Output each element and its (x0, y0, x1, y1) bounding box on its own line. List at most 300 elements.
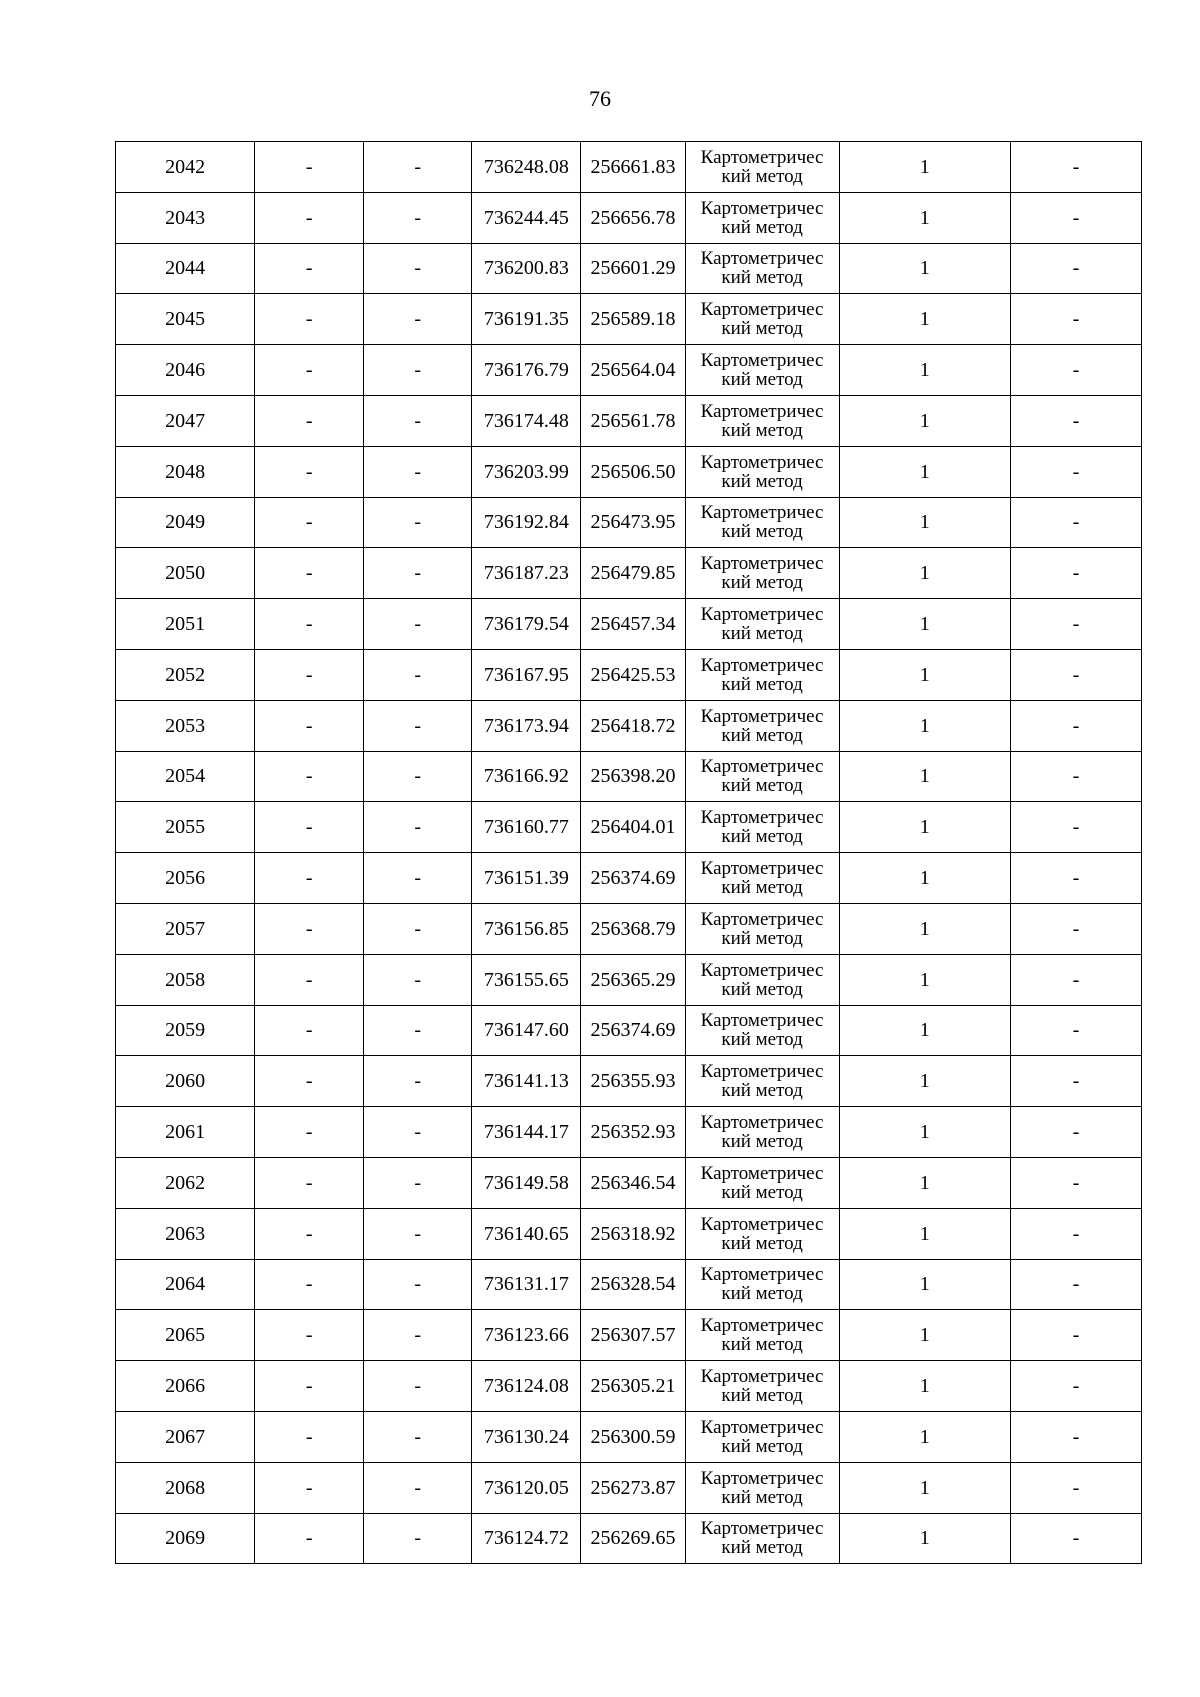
empty-value-cell: - (364, 1056, 472, 1107)
method-cell (685, 1056, 839, 1107)
note-cell: - (1010, 751, 1141, 802)
method-cell (685, 1107, 839, 1158)
table-row (116, 1361, 1142, 1412)
method-cell (685, 751, 839, 802)
method-line-2: кий метод (721, 1232, 803, 1254)
empty-value-cell: - (364, 345, 472, 396)
method-line-1: Картометричес (700, 553, 824, 575)
x-coordinate-cell: 736166.92 (472, 751, 581, 802)
accuracy-cell: 1 (839, 1056, 1010, 1107)
method-line-2: кий метод (721, 978, 803, 1000)
empty-value-cell: - (255, 548, 364, 599)
y-coordinate-cell: 256305.21 (581, 1361, 685, 1412)
empty-value-cell: - (364, 1513, 472, 1564)
x-coordinate-cell: 736167.95 (472, 649, 581, 700)
note-cell: - (1010, 446, 1141, 497)
table-row (116, 1310, 1142, 1361)
accuracy-cell: 1 (839, 1005, 1010, 1056)
empty-value-cell: - (255, 751, 364, 802)
y-coordinate-cell: 256269.65 (581, 1513, 685, 1564)
method-cell (685, 954, 839, 1005)
method-line-1: Картометричес (700, 299, 824, 321)
table-row (116, 395, 1142, 446)
method-line-2: кий метод (721, 419, 803, 441)
accuracy-cell: 1 (839, 751, 1010, 802)
note-cell: - (1010, 853, 1141, 904)
note-cell: - (1010, 1056, 1141, 1107)
table-row (116, 1005, 1142, 1056)
table-body (116, 142, 1142, 1564)
method-cell (685, 497, 839, 548)
empty-value-cell: - (364, 395, 472, 446)
method-line-2: кий метод (721, 521, 803, 543)
method-line-2: кий метод (721, 1435, 803, 1457)
empty-value-cell: - (364, 853, 472, 904)
accuracy-cell: 1 (839, 1157, 1010, 1208)
accuracy-cell: 1 (839, 1513, 1010, 1564)
y-coordinate-cell: 256457.34 (581, 599, 685, 650)
x-coordinate-cell: 736123.66 (472, 1310, 581, 1361)
method-line-1: Картометричес (700, 908, 824, 930)
empty-value-cell: - (255, 1310, 364, 1361)
accuracy-cell: 1 (839, 1310, 1010, 1361)
x-coordinate-cell: 736124.72 (472, 1513, 581, 1564)
y-coordinate-cell: 256561.78 (581, 395, 685, 446)
point-number-cell: 2042 (116, 142, 255, 193)
y-coordinate-cell: 256479.85 (581, 548, 685, 599)
table-row (116, 1107, 1142, 1158)
note-cell: - (1010, 903, 1141, 954)
point-number-cell: 2049 (116, 497, 255, 548)
note-cell: - (1010, 700, 1141, 751)
method-line-2: кий метод (721, 1537, 803, 1559)
method-line-1: Картометричес (700, 350, 824, 372)
x-coordinate-cell: 736155.65 (472, 954, 581, 1005)
accuracy-cell: 1 (839, 1462, 1010, 1513)
method-line-1: Картометричес (700, 1112, 824, 1134)
point-number-cell: 2054 (116, 751, 255, 802)
table-row (116, 497, 1142, 548)
empty-value-cell: - (255, 802, 364, 853)
method-line-1: Картометричес (700, 146, 824, 168)
y-coordinate-cell: 256368.79 (581, 903, 685, 954)
y-coordinate-cell: 256425.53 (581, 649, 685, 700)
method-line-1: Картометричес (700, 1467, 824, 1489)
point-number-cell: 2055 (116, 802, 255, 853)
x-coordinate-cell: 736149.58 (472, 1157, 581, 1208)
accuracy-cell: 1 (839, 142, 1010, 193)
note-cell: - (1010, 599, 1141, 650)
empty-value-cell: - (255, 1462, 364, 1513)
point-number-cell: 2047 (116, 395, 255, 446)
x-coordinate-cell: 736156.85 (472, 903, 581, 954)
empty-value-cell: - (364, 497, 472, 548)
method-line-2: кий метод (721, 470, 803, 492)
method-line-1: Картометричес (700, 1213, 824, 1235)
x-coordinate-cell: 736179.54 (472, 599, 581, 650)
method-line-1: Картометричес (700, 705, 824, 727)
method-cell (685, 192, 839, 243)
method-line-2: кий метод (721, 927, 803, 949)
y-coordinate-cell: 256273.87 (581, 1462, 685, 1513)
accuracy-cell: 1 (839, 1411, 1010, 1462)
empty-value-cell: - (364, 142, 472, 193)
method-cell (685, 853, 839, 904)
point-number-cell: 2062 (116, 1157, 255, 1208)
point-number-cell: 2043 (116, 192, 255, 243)
point-number-cell: 2064 (116, 1259, 255, 1310)
accuracy-cell: 1 (839, 599, 1010, 650)
accuracy-cell: 1 (839, 345, 1010, 396)
note-cell: - (1010, 1157, 1141, 1208)
method-line-1: Картометричес (700, 1264, 824, 1286)
point-number-cell: 2056 (116, 853, 255, 904)
y-coordinate-cell: 256506.50 (581, 446, 685, 497)
accuracy-cell: 1 (839, 548, 1010, 599)
table-row (116, 1208, 1142, 1259)
method-cell (685, 1310, 839, 1361)
method-cell (685, 1157, 839, 1208)
method-cell (685, 243, 839, 294)
page-number: 76 (589, 86, 611, 111)
method-line-2: кий метод (721, 572, 803, 594)
table-row (116, 1259, 1142, 1310)
table-row (116, 192, 1142, 243)
method-line-1: Картометричес (700, 1416, 824, 1438)
point-number-cell: 2058 (116, 954, 255, 1005)
x-coordinate-cell: 736141.13 (472, 1056, 581, 1107)
accuracy-cell: 1 (839, 497, 1010, 548)
table-row (116, 345, 1142, 396)
x-coordinate-cell: 736174.48 (472, 395, 581, 446)
method-cell (685, 1259, 839, 1310)
x-coordinate-cell: 736131.17 (472, 1259, 581, 1310)
table-row (116, 802, 1142, 853)
empty-value-cell: - (364, 751, 472, 802)
empty-value-cell: - (255, 1208, 364, 1259)
empty-value-cell: - (364, 1107, 472, 1158)
method-line-1: Картометричес (700, 807, 824, 829)
y-coordinate-cell: 256601.29 (581, 243, 685, 294)
method-cell (685, 599, 839, 650)
empty-value-cell: - (255, 1411, 364, 1462)
method-cell (685, 649, 839, 700)
method-cell (685, 903, 839, 954)
point-number-cell: 2046 (116, 345, 255, 396)
table-row (116, 751, 1142, 802)
x-coordinate-cell: 736144.17 (472, 1107, 581, 1158)
x-coordinate-cell: 736130.24 (472, 1411, 581, 1462)
empty-value-cell: - (255, 1259, 364, 1310)
method-cell (685, 395, 839, 446)
method-line-1: Картометричес (700, 858, 824, 880)
note-cell: - (1010, 1005, 1141, 1056)
x-coordinate-cell: 736176.79 (472, 345, 581, 396)
note-cell: - (1010, 1208, 1141, 1259)
y-coordinate-cell: 256656.78 (581, 192, 685, 243)
method-line-2: кий метод (721, 826, 803, 848)
y-coordinate-cell: 256473.95 (581, 497, 685, 548)
method-line-2: кий метод (721, 877, 803, 899)
y-coordinate-cell: 256564.04 (581, 345, 685, 396)
y-coordinate-cell: 256352.93 (581, 1107, 685, 1158)
method-cell (685, 1513, 839, 1564)
point-number-cell: 2069 (116, 1513, 255, 1564)
point-number-cell: 2066 (116, 1361, 255, 1412)
y-coordinate-cell: 256398.20 (581, 751, 685, 802)
accuracy-cell: 1 (839, 700, 1010, 751)
empty-value-cell: - (255, 1005, 364, 1056)
method-line-2: кий метод (721, 1080, 803, 1102)
empty-value-cell: - (364, 1361, 472, 1412)
y-coordinate-cell: 256589.18 (581, 294, 685, 345)
note-cell: - (1010, 1107, 1141, 1158)
note-cell: - (1010, 1259, 1141, 1310)
empty-value-cell: - (364, 243, 472, 294)
note-cell: - (1010, 1513, 1141, 1564)
method-line-2: кий метод (721, 1283, 803, 1305)
method-line-1: Картометричес (700, 248, 824, 270)
method-line-2: кий метод (721, 775, 803, 797)
empty-value-cell: - (364, 1157, 472, 1208)
empty-value-cell: - (364, 1005, 472, 1056)
accuracy-cell: 1 (839, 1361, 1010, 1412)
point-number-cell: 2061 (116, 1107, 255, 1158)
table-row (116, 1462, 1142, 1513)
point-number-cell: 2060 (116, 1056, 255, 1107)
method-line-1: Картометричес (700, 197, 824, 219)
empty-value-cell: - (364, 802, 472, 853)
point-number-cell: 2044 (116, 243, 255, 294)
table-row (116, 446, 1142, 497)
method-cell (685, 700, 839, 751)
table-row (116, 649, 1142, 700)
note-cell: - (1010, 1411, 1141, 1462)
empty-value-cell: - (364, 548, 472, 599)
method-line-2: кий метод (721, 1334, 803, 1356)
empty-value-cell: - (255, 599, 364, 650)
empty-value-cell: - (364, 700, 472, 751)
empty-value-cell: - (364, 294, 472, 345)
x-coordinate-cell: 736191.35 (472, 294, 581, 345)
table-row (116, 1411, 1142, 1462)
y-coordinate-cell: 256374.69 (581, 853, 685, 904)
method-line-2: кий метод (721, 623, 803, 645)
note-cell: - (1010, 243, 1141, 294)
note-cell: - (1010, 1361, 1141, 1412)
accuracy-cell: 1 (839, 1259, 1010, 1310)
empty-value-cell: - (255, 649, 364, 700)
method-line-2: кий метод (721, 369, 803, 391)
x-coordinate-cell: 736200.83 (472, 243, 581, 294)
x-coordinate-cell: 736192.84 (472, 497, 581, 548)
method-line-2: кий метод (721, 724, 803, 746)
table-row (116, 1056, 1142, 1107)
method-line-1: Картометричес (700, 502, 824, 524)
x-coordinate-cell: 736203.99 (472, 446, 581, 497)
table-row (116, 294, 1142, 345)
empty-value-cell: - (364, 1462, 472, 1513)
note-cell: - (1010, 294, 1141, 345)
table-row (116, 142, 1142, 193)
table-row (116, 599, 1142, 650)
method-cell (685, 142, 839, 193)
method-line-2: кий метод (721, 1131, 803, 1153)
empty-value-cell: - (255, 395, 364, 446)
empty-value-cell: - (255, 853, 364, 904)
table-row (116, 1513, 1142, 1564)
x-coordinate-cell: 736140.65 (472, 1208, 581, 1259)
note-cell: - (1010, 192, 1141, 243)
empty-value-cell: - (255, 954, 364, 1005)
method-line-1: Картометричес (700, 1010, 824, 1032)
point-number-cell: 2059 (116, 1005, 255, 1056)
y-coordinate-cell: 256328.54 (581, 1259, 685, 1310)
table-row (116, 1157, 1142, 1208)
method-cell (685, 1411, 839, 1462)
method-cell (685, 294, 839, 345)
table-row (116, 700, 1142, 751)
accuracy-cell: 1 (839, 294, 1010, 345)
table-row (116, 243, 1142, 294)
point-number-cell: 2068 (116, 1462, 255, 1513)
point-number-cell: 2067 (116, 1411, 255, 1462)
y-coordinate-cell: 256418.72 (581, 700, 685, 751)
point-number-cell: 2051 (116, 599, 255, 650)
table-row (116, 548, 1142, 599)
method-line-2: кий метод (721, 1486, 803, 1508)
x-coordinate-cell: 736160.77 (472, 802, 581, 853)
method-line-1: Картометричес (700, 1061, 824, 1083)
point-number-cell: 2063 (116, 1208, 255, 1259)
empty-value-cell: - (255, 345, 364, 396)
method-line-1: Картометричес (700, 451, 824, 473)
empty-value-cell: - (255, 700, 364, 751)
accuracy-cell: 1 (839, 649, 1010, 700)
method-line-2: кий метод (721, 318, 803, 340)
method-cell (685, 802, 839, 853)
method-line-1: Картометричес (700, 604, 824, 626)
note-cell: - (1010, 142, 1141, 193)
method-line-1: Картометричес (700, 1162, 824, 1184)
point-number-cell: 2050 (116, 548, 255, 599)
empty-value-cell: - (364, 599, 472, 650)
accuracy-cell: 1 (839, 853, 1010, 904)
empty-value-cell: - (255, 446, 364, 497)
accuracy-cell: 1 (839, 192, 1010, 243)
method-line-1: Картометричес (700, 654, 824, 676)
y-coordinate-cell: 256346.54 (581, 1157, 685, 1208)
method-cell (685, 1361, 839, 1412)
empty-value-cell: - (364, 954, 472, 1005)
empty-value-cell: - (255, 142, 364, 193)
coordinates-table (115, 141, 1142, 1564)
empty-value-cell: - (255, 1513, 364, 1564)
method-line-1: Картометричес (700, 959, 824, 981)
empty-value-cell: - (255, 192, 364, 243)
table-row (116, 954, 1142, 1005)
point-number-cell: 2053 (116, 700, 255, 751)
point-number-cell: 2057 (116, 903, 255, 954)
empty-value-cell: - (255, 1107, 364, 1158)
method-line-2: кий метод (721, 1181, 803, 1203)
empty-value-cell: - (255, 1361, 364, 1412)
x-coordinate-cell: 736120.05 (472, 1462, 581, 1513)
note-cell: - (1010, 1462, 1141, 1513)
empty-value-cell: - (364, 649, 472, 700)
empty-value-cell: - (255, 903, 364, 954)
method-line-2: кий метод (721, 673, 803, 695)
point-number-cell: 2045 (116, 294, 255, 345)
x-coordinate-cell: 736124.08 (472, 1361, 581, 1412)
note-cell: - (1010, 548, 1141, 599)
method-line-1: Картометричес (700, 1315, 824, 1337)
method-line-1: Картометричес (700, 400, 824, 422)
empty-value-cell: - (364, 446, 472, 497)
accuracy-cell: 1 (839, 1208, 1010, 1259)
empty-value-cell: - (255, 1056, 364, 1107)
note-cell: - (1010, 345, 1141, 396)
point-number-cell: 2052 (116, 649, 255, 700)
method-line-2: кий метод (721, 1029, 803, 1051)
x-coordinate-cell: 736173.94 (472, 700, 581, 751)
method-cell (685, 345, 839, 396)
method-line-2: кий метод (721, 216, 803, 238)
accuracy-cell: 1 (839, 243, 1010, 294)
x-coordinate-cell: 736187.23 (472, 548, 581, 599)
method-cell (685, 1208, 839, 1259)
empty-value-cell: - (255, 497, 364, 548)
method-line-1: Картометричес (700, 1518, 824, 1540)
empty-value-cell: - (364, 1259, 472, 1310)
empty-value-cell: - (364, 1310, 472, 1361)
note-cell: - (1010, 649, 1141, 700)
point-number-cell: 2048 (116, 446, 255, 497)
y-coordinate-cell: 256661.83 (581, 142, 685, 193)
accuracy-cell: 1 (839, 1107, 1010, 1158)
accuracy-cell: 1 (839, 954, 1010, 1005)
method-line-2: кий метод (721, 165, 803, 187)
method-cell (685, 548, 839, 599)
note-cell: - (1010, 1310, 1141, 1361)
empty-value-cell: - (364, 1411, 472, 1462)
accuracy-cell: 1 (839, 395, 1010, 446)
y-coordinate-cell: 256300.59 (581, 1411, 685, 1462)
empty-value-cell: - (364, 903, 472, 954)
accuracy-cell: 1 (839, 446, 1010, 497)
table-row (116, 853, 1142, 904)
method-cell (685, 446, 839, 497)
empty-value-cell: - (255, 243, 364, 294)
method-line-1: Картометричес (700, 1366, 824, 1388)
note-cell: - (1010, 802, 1141, 853)
method-line-2: кий метод (721, 1385, 803, 1407)
accuracy-cell: 1 (839, 802, 1010, 853)
method-line-2: кий метод (721, 267, 803, 289)
empty-value-cell: - (364, 192, 472, 243)
x-coordinate-cell: 736151.39 (472, 853, 581, 904)
note-cell: - (1010, 497, 1141, 548)
y-coordinate-cell: 256318.92 (581, 1208, 685, 1259)
point-number-cell: 2065 (116, 1310, 255, 1361)
method-cell (685, 1462, 839, 1513)
x-coordinate-cell: 736147.60 (472, 1005, 581, 1056)
y-coordinate-cell: 256365.29 (581, 954, 685, 1005)
y-coordinate-cell: 256355.93 (581, 1056, 685, 1107)
accuracy-cell: 1 (839, 903, 1010, 954)
empty-value-cell: - (255, 1157, 364, 1208)
empty-value-cell: - (364, 1208, 472, 1259)
